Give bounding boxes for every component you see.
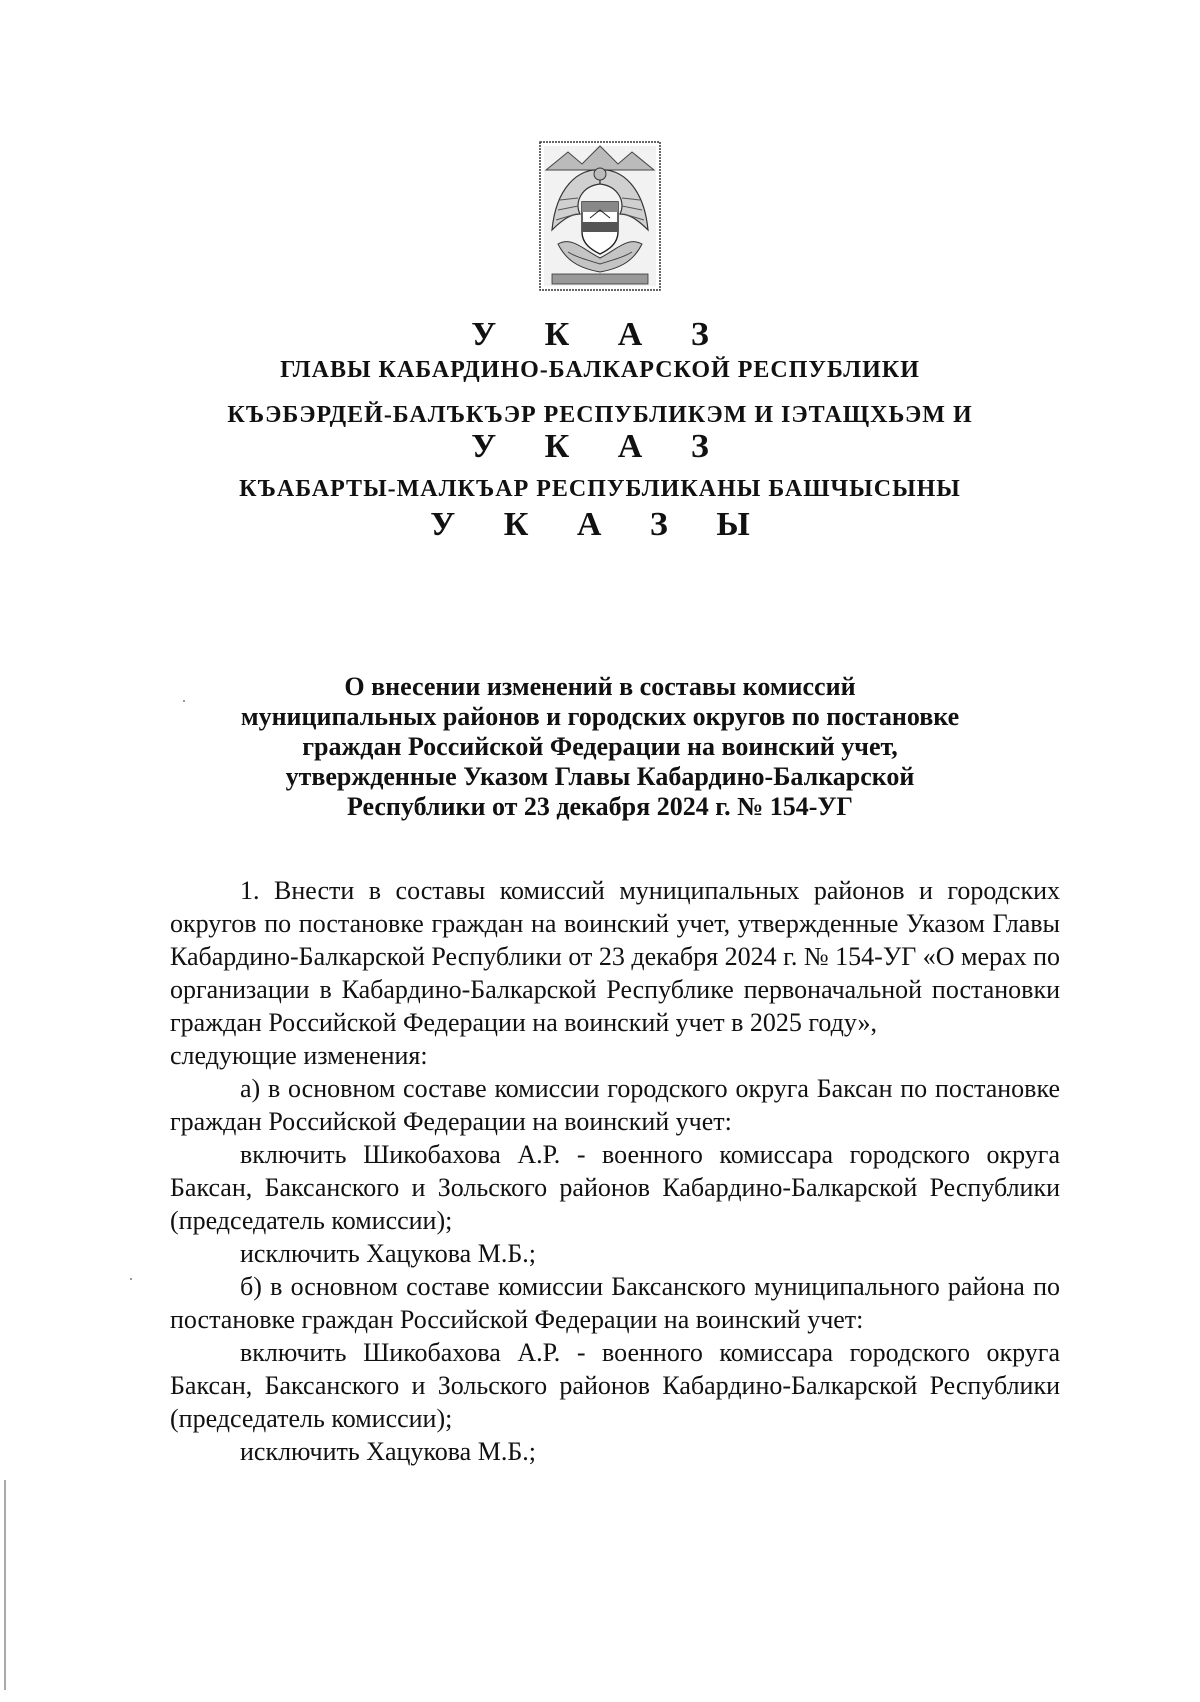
title-line: муниципальных районов и городских округов по постановке	[240, 702, 960, 731]
paragraph-a: а) в основном составе комиссии городского округа Баксан по постановке граждан Российской Федерации на воинский учет:	[170, 1074, 1060, 1136]
decree-heading-3: У К А З Ы	[430, 506, 770, 543]
header-line-kabardian: КЪЭБЭРДЕЙ-БАЛЪКЪЭР РЕСПУБЛИКЭМ И ІЭТАЩХЬЭМ И	[227, 402, 973, 428]
scan-artifact-dot	[183, 700, 185, 702]
decree-heading-1: У К А З	[471, 316, 729, 353]
paragraph-b: б) в основном составе комиссии Баксанского муниципального района по постановке граждан Российской Федерации на воинский учет:	[170, 1272, 1060, 1334]
title-line: Республики от 23 декабря 2024 г. № 154-УГ	[347, 792, 853, 821]
coat-of-arms-emblem	[538, 140, 662, 292]
decree-heading-2: У К А З	[471, 428, 729, 465]
title-line: утвержденные Указом Главы Кабардино-Балкарской	[285, 762, 915, 791]
title-line: граждан Российской Федерации на воинский учет,	[302, 732, 898, 761]
document-title	[170, 672, 1030, 822]
paragraph-1-end: следующие изменения:	[170, 1041, 428, 1070]
header-line-kbr-russian: ГЛАВЫ КАБАРДИНО-БАЛКАРСКОЙ РЕСПУБЛИКИ	[280, 357, 920, 383]
paragraph-b-exclude: исключить Хацукова М.Б.;	[240, 1437, 536, 1466]
title-line: О внесении изменений в составы комиссий	[344, 672, 856, 701]
paragraph-a-exclude: исключить Хацукова М.Б.;	[240, 1239, 536, 1268]
paragraph-1: 1. Внести в составы комиссий муниципальных районов и городских округов по постановке граждан на воинский учет, утвержденные Указом Главы Кабардино-Балкарской Республики от 23 декабря 2024 г. № 154-УГ «О мерах по организации в Кабардино-Балкарской Республике первоначальной постановки граждан Российской Федерации на воинский учет в 2025 году»,	[170, 876, 1060, 1037]
scan-artifact-dot	[130, 1278, 132, 1280]
paragraph-a-include: включить Шикобахова А.Р. - военного комиссара городского округа Баксан, Баксанского и Зольского районов Кабардино-Балкарской Республики (председатель комиссии);	[170, 1140, 1060, 1235]
header-line-balkar: КЪАБАРТЫ-МАЛКЪАР РЕСПУБЛИКАНЫ БАШЧЫСЫНЫ	[239, 476, 961, 502]
paragraph-b-include: включить Шикобахова А.Р. - военного комиссара городского округа Баксан, Баксанского и Зольского районов Кабардино-Балкарской Республики (председатель комиссии);	[170, 1338, 1060, 1433]
document-body	[170, 874, 1060, 1468]
scan-artifact-line	[4, 1480, 6, 1690]
